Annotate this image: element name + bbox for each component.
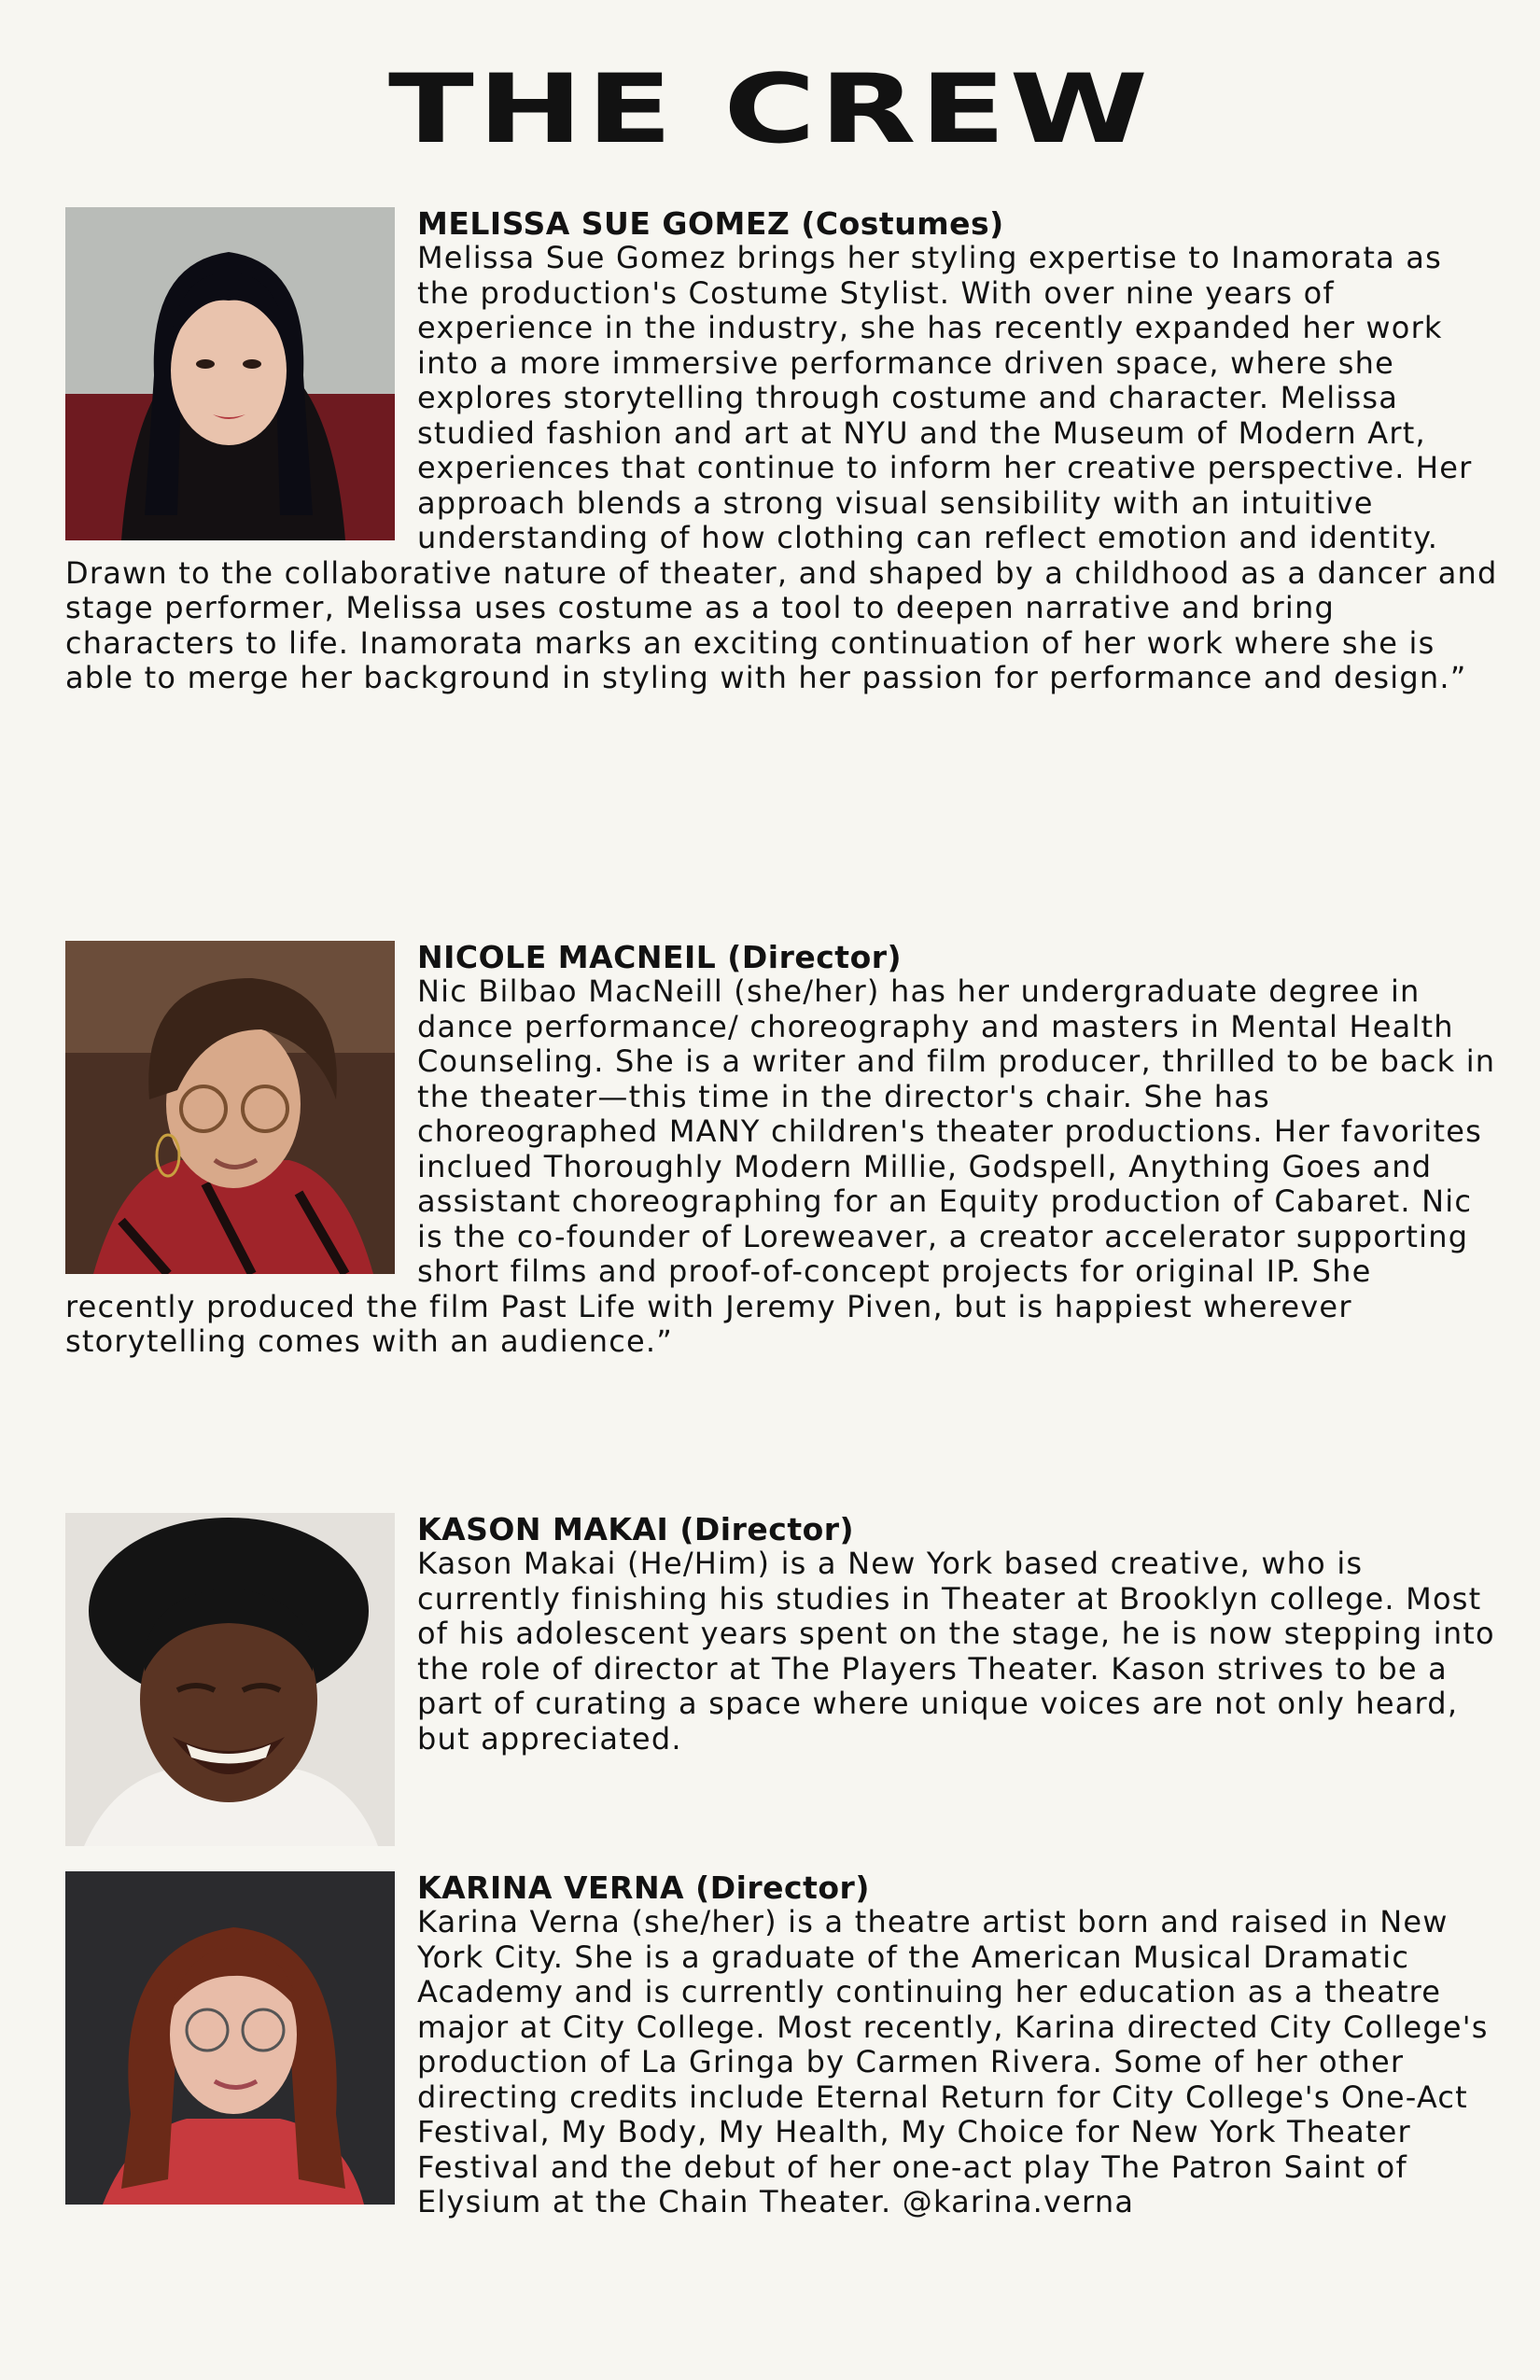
crew-role: (Director) <box>727 939 903 975</box>
crew-bio-kason <box>65 1513 1503 1848</box>
crew-name: KARINA VERNA <box>417 1869 685 1906</box>
crew-name: MELISSA SUE GOMEZ <box>417 205 791 242</box>
crew-name: KASON MAKAI <box>417 1511 669 1547</box>
portrait-photo-melissa <box>65 207 395 540</box>
portrait-photo-nicole <box>65 941 395 1274</box>
crew-role: (Costumes) <box>801 205 1004 242</box>
crew-role: (Director) <box>695 1869 870 1906</box>
crew-role: (Director) <box>679 1511 855 1547</box>
crew-bio-melissa <box>65 207 1503 696</box>
crew-bio-karina <box>65 1871 1503 2220</box>
crew-bio-text: Kason Makai (He/Him) is a New York based creative, who is currently finishing his studies in Theater at Brooklyn college. Most of his adolescent years spent on the stage, he is now stepping into the role of director at The Players Theater. Kason strives to be a part of curating a space where unique voices are not only heard, but appreciated. <box>417 1546 1495 1757</box>
portrait-photo-karina <box>65 1871 395 2205</box>
crew-bio-text: Nic Bilbao MacNeill (she/her) has her undergraduate degree in dance performance/ choreography and masters in Mental Health Counseling. She is a writer and film producer, thrilled to be back in the theater—this time in the director's chair. She has choreographed MANY children's theater productions. Her favorites inclued Thoroughly Modern Millie, Godspell, Anything Goes and assistant choreographing for an Equity production of Cabaret. Nic is the co-founder of Loreweaver, a creator accelerator supporting short films and proof-of-concept projects for original IP. She recently produced the film Past Life with Jeremy Piven, but is happiest wherever storytelling comes with an audience.” <box>65 973 1496 1359</box>
crew-bio-text: Melissa Sue Gomez brings her styling expertise to Inamorata as the production's Costume Stylist. With over nine years of experience in the industry, she has recently expanded her work into a more immersive performance driven space, where she explores storytelling through costume and character. Melissa studied fashion and art at NYU and the Museum of Modern Art, experiences that continue to inform her creative perspective. Her approach blends a strong visual sensibility with an intuitive understanding of how clothing can reflect emotion and identity. Drawn to the collaborative nature of theater, and shaped by a childhood as a dancer and stage performer, Melissa uses costume as a tool to deepen narrative and bring characters to life. Inamorata marks an exciting continuation of her work where she is able to merge her background in styling with her passion for performance and design.” <box>65 240 1498 695</box>
portrait-photo-kason <box>65 1513 395 1846</box>
crew-name: NICOLE MACNEIL <box>417 939 717 975</box>
page-title: THE CREW <box>387 54 1153 165</box>
crew-bio-nicole <box>65 941 1503 1360</box>
crew-bio-text: Karina Verna (she/her) is a theatre artist born and raised in New York City. She is a graduate of the American Musical Dramatic Academy and is currently continuing her education as a theatre major at City College. Most recently, Karina directed City College's production of La Gringa by Carmen Rivera. Some of her other directing credits include Eternal Return for City College's One-Act Festival, My Body, My Health, My Choice for New York Theater Festival and the debut of her one-act play The Patron Saint of Elysium at the Chain Theater. @karina.verna <box>417 1904 1489 2219</box>
